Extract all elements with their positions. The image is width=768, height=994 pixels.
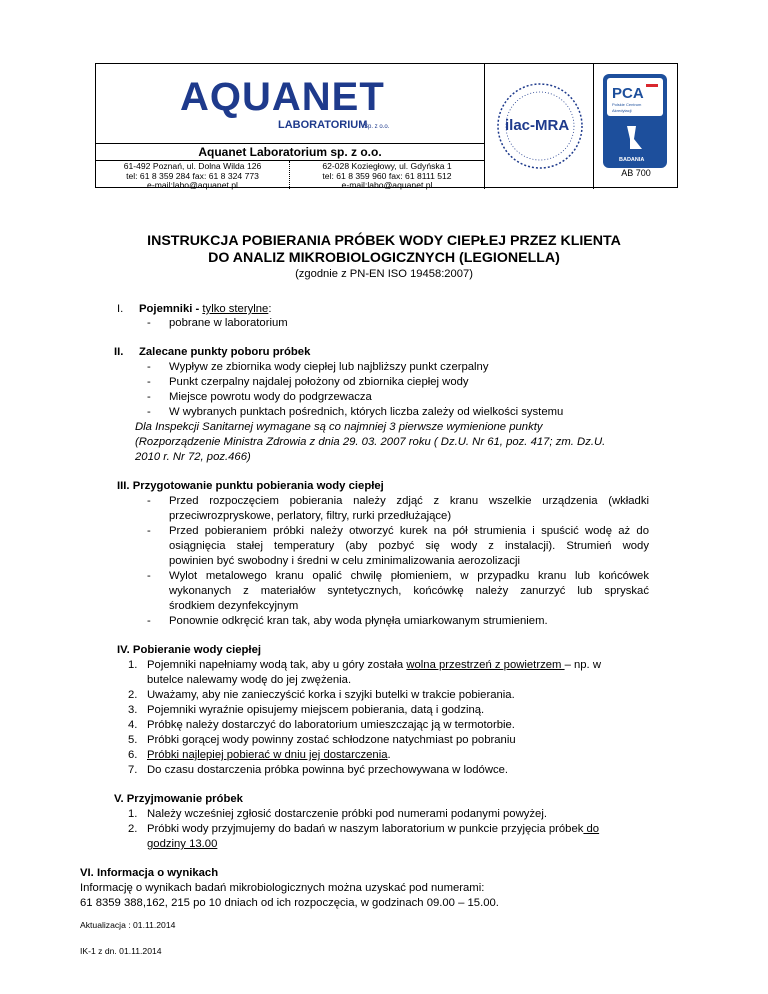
list-item-line: Wylot metalowego kranu opalić chwilę płomieniem, w przypadku kranu lub końcówek	[169, 570, 649, 582]
list-number: 3.	[128, 704, 138, 716]
list-item-line: butelce nalewamy wodę do jej zwężenia.	[147, 674, 352, 686]
list-item-underlined: Próbki najlepiej pobierać w dniu jej dostarczenia	[147, 749, 388, 761]
list-item-period: .	[387, 749, 391, 761]
dash-bullet: -	[147, 391, 151, 403]
aquanet-logo	[176, 72, 406, 134]
section-1-heading-colon: :	[268, 303, 272, 315]
list-item: pobrane w laboratorium	[169, 317, 288, 329]
ilac-label: ilac-MRA	[505, 117, 570, 134]
section-2-heading: Zalecane punkty poboru próbek	[139, 346, 311, 358]
letterhead	[95, 63, 678, 188]
sanitary-note: Dla Inspekcji Sanitarnej wymagane są co najmniej 3 pierwsze wymienione punkty	[135, 421, 543, 433]
list-item-text: Pojemniki napełniamy wodą tak, aby u góry została	[147, 659, 407, 671]
regulation-note-end: 2010 r. Nr 72, poz.466)	[135, 451, 251, 463]
dash-bullet: -	[147, 495, 151, 507]
regulation-note: (Rozporządzenie Ministra Zdrowia z dnia 29. 03. 2007 roku ( Dz.U. Nr 61, poz. 417; zm. Dz.U.	[135, 436, 606, 448]
section-4-heading: IV. Pobieranie wody ciepłej	[117, 644, 261, 656]
pca-icon	[594, 64, 678, 168]
phone-line: tel: 61 8 359 960 fax: 61 8111 512	[322, 170, 452, 181]
logo-subtitle-small: Sp. z o.o.	[364, 124, 390, 130]
dash-bullet: -	[147, 317, 151, 329]
pca-badge: BADANIA	[619, 157, 645, 163]
title-line-2: DO ANALIZ MIKROBIOLOGICZNYCH (LEGIONELLA)	[208, 250, 560, 266]
company-name: Aquanet Laboratorium sp. z o.o.	[96, 144, 485, 161]
results-info: Informację o wynikach badań mikrobiologicznych można uzyskać pod numerami:	[80, 882, 485, 894]
dash-bullet: -	[147, 376, 151, 388]
list-item: Próbkę należy dostarczyć do laboratorium umieszczając ją w termotorbie.	[147, 719, 515, 731]
dash-bullet: -	[147, 406, 151, 418]
logo-wordmark: AQUANET	[180, 75, 385, 119]
list-item: W wybranych punktach pośrednich, których liczba zależy od wielkości systemu	[169, 406, 564, 418]
section-5-heading: V. Przyjmowanie próbek	[114, 793, 243, 805]
dash-bullet: -	[147, 361, 151, 373]
list-item: Pojemniki wyraźnie opisujemy miejscem pobierania, datą i godziną.	[147, 704, 485, 716]
list-number: 1.	[128, 659, 138, 671]
list-item: Do czasu dostarczenia próbka powinna być przechowywana w lodówce.	[147, 764, 509, 776]
list-item: Punkt czerpalny najdalej położony od zbiornika ciepłej wody	[169, 376, 469, 388]
list-item-text: Próbki wody przyjmujemy do badań w naszym laboratorium w punkcie przyjęcia próbek	[147, 823, 584, 835]
list-number: 7.	[128, 764, 138, 776]
list-item	[147, 658, 601, 673]
list-item: Wypływ ze zbiornika wody ciepłej lub najbliższy punkt czerpalny	[169, 361, 489, 373]
section-2-number: II.	[114, 346, 124, 358]
list-item-line: powinien być swobodny i średni w celu zminimalizowania aerozolizacji	[169, 555, 520, 567]
dash-bullet: -	[147, 570, 151, 582]
list-number: 6.	[128, 749, 138, 761]
document-subtitle: (zgodnie z PN-EN ISO 19458:2007)	[295, 268, 473, 280]
list-item-line: wykonanych z materiałów syntetycznych, końcówkę należy zanurzyć lub spryskać	[169, 585, 649, 597]
phone-line: tel: 61 8 359 284 fax: 61 8 324 773	[126, 170, 259, 181]
list-item	[147, 822, 599, 837]
logo-cell	[96, 64, 485, 144]
email-line: e-mail:labo@aquanet.pl	[147, 180, 238, 190]
pca-sub1: Polskie Centrum	[612, 102, 642, 107]
address-line: 61-492 Poznań, ul. Dolna Wilda 126	[123, 161, 262, 171]
section-1-heading	[139, 302, 271, 317]
list-number: 2.	[128, 823, 138, 835]
section-1-heading-text: Pojemniki -	[139, 303, 203, 315]
list-item-underlined: do	[583, 823, 600, 835]
list-item-underlined-line: godziny 13.00	[147, 838, 218, 850]
section-1-number: I.	[117, 303, 124, 315]
list-item-line: przeciwrozpryskowe, perlatory, filtry, rurki przedłużające)	[169, 510, 452, 522]
list-item-line: Ponownie odkręcić kran tak, aby woda płynęła umiarkowanym strumieniem.	[169, 615, 548, 627]
address-line: 62-028 Koziegłowy, ul. Gdyńska 1	[322, 161, 452, 171]
ilac-mra-logo	[485, 64, 593, 189]
list-item	[147, 748, 391, 763]
dash-bullet: -	[147, 615, 151, 627]
document-code: IK-1 z dn. 01.11.2014	[80, 946, 162, 956]
list-item-text-end: – np. w	[564, 659, 601, 671]
list-item: Należy wcześniej zgłosić dostarczenie próbki pod numerami podanymi powyżej.	[147, 808, 547, 820]
section-1-heading-underlined: tylko sterylne	[202, 303, 269, 315]
address-poznan	[96, 161, 290, 189]
title-line-1: INSTRUKCJA POBIERANIA PRÓBEK WODY CIEPŁEJ PRZEZ KLIENTA	[147, 233, 621, 249]
list-item: Miejsce powrotu wody do podgrzewacza	[169, 391, 372, 403]
address-kozieglowy	[290, 161, 485, 189]
list-item-underlined: wolna przestrzeń z powietrzem	[406, 659, 565, 671]
logo-subtitle: LABORATORIUM	[278, 119, 368, 131]
results-phone-hours: 61 8359 388,162, 215 po 10 dniach od ich rozpoczęcia, w godzinach 09.00 – 15.00.	[80, 897, 499, 909]
pca-label: PCA	[612, 85, 644, 102]
section-3-heading: III. Przygotowanie punktu pobierania wody ciepłej	[117, 480, 384, 492]
list-number: 4.	[128, 719, 138, 731]
list-item: Uważamy, aby nie zanieczyścić korka i szyjki butelki w trakcie pobierania.	[147, 689, 515, 701]
list-number: 5.	[128, 734, 138, 746]
list-number: 1.	[128, 808, 138, 820]
list-item-line: osiągnięcia stałej temperatury (aby pozbyć się wody z instalacji). Strumień wody	[169, 540, 649, 552]
list-item-line: środkiem dezynfekcyjnym	[169, 600, 299, 612]
pca-accreditation	[593, 64, 679, 189]
update-date: Aktualizacja : 01.11.2014	[80, 920, 176, 930]
list-item-line: Przed pobieraniem próbki należy otworzyć kurek na pół strumienia i spuścić wodę aż do	[169, 525, 649, 537]
section-6-heading: VI. Informacja o wynikach	[80, 867, 219, 879]
list-number: 2.	[128, 689, 138, 701]
pca-sub2: Akredytacji	[612, 108, 632, 113]
list-item-line: Przed rozpoczęciem pobierania należy zdjąć z kranu wszelkie urządzenia (wkładki	[169, 495, 649, 507]
accreditation-number: AB 700	[621, 168, 651, 178]
dash-bullet: -	[147, 525, 151, 537]
email-line: e-mail:labo@aquanet.pl	[341, 180, 433, 190]
ilac-icon	[485, 64, 593, 189]
document-title	[0, 233, 768, 267]
list-item: Próbki gorącej wody powinny zostać schłodzone natychmiast po pobraniu	[147, 734, 516, 746]
